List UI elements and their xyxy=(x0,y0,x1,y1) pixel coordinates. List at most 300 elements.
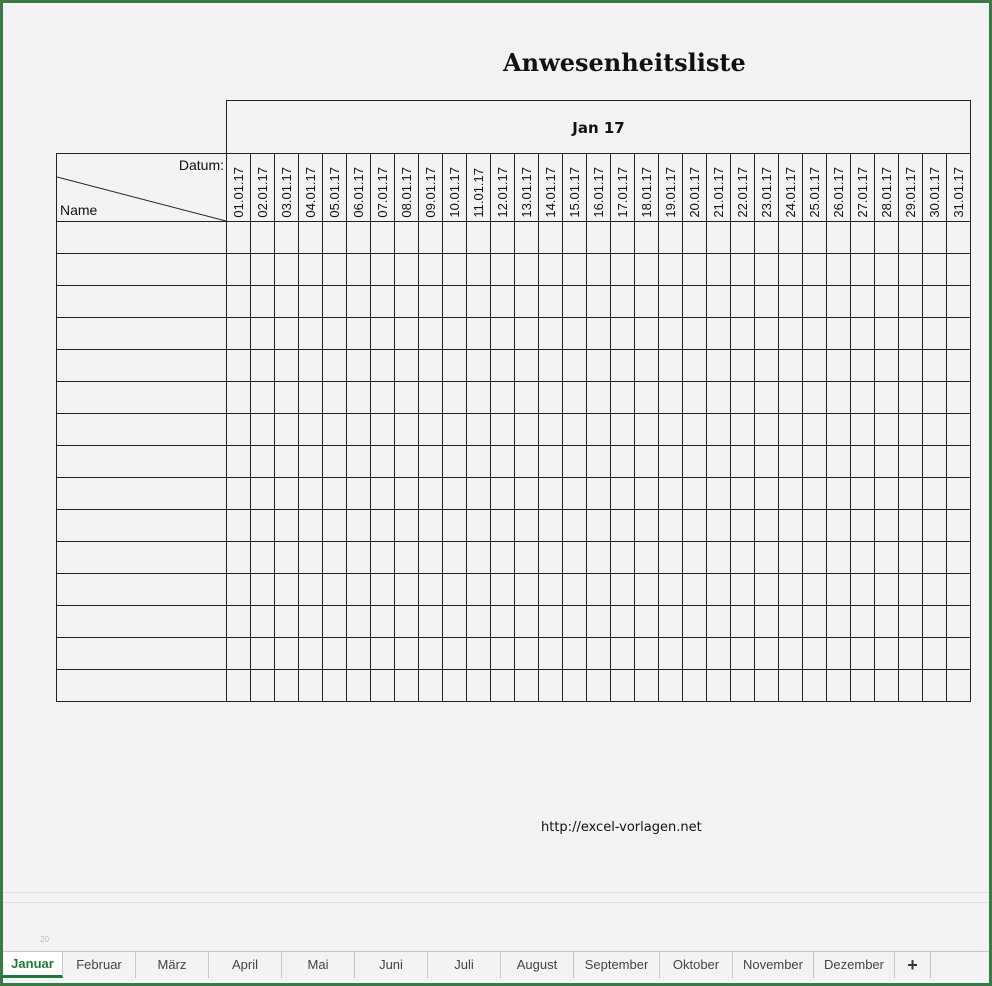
attendance-cell[interactable] xyxy=(299,382,323,414)
attendance-cell[interactable] xyxy=(755,574,779,606)
attendance-cell[interactable] xyxy=(947,350,971,382)
attendance-cell[interactable] xyxy=(395,606,419,638)
attendance-cell[interactable] xyxy=(275,414,299,446)
attendance-cell[interactable] xyxy=(683,222,707,254)
attendance-cell[interactable] xyxy=(371,606,395,638)
attendance-cell[interactable] xyxy=(683,574,707,606)
attendance-cell[interactable] xyxy=(275,286,299,318)
attendance-cell[interactable] xyxy=(443,638,467,670)
date-header-cell[interactable] xyxy=(875,154,899,222)
attendance-cell[interactable] xyxy=(635,606,659,638)
attendance-cell[interactable] xyxy=(755,350,779,382)
attendance-cell[interactable] xyxy=(563,318,587,350)
attendance-cell[interactable] xyxy=(635,286,659,318)
attendance-cell[interactable] xyxy=(395,670,419,702)
attendance-cell[interactable] xyxy=(923,254,947,286)
attendance-cell[interactable] xyxy=(779,286,803,318)
attendance-cell[interactable] xyxy=(899,286,923,318)
tab-juni[interactable]: Juni xyxy=(355,952,428,978)
attendance-cell[interactable] xyxy=(323,222,347,254)
attendance-cell[interactable] xyxy=(659,222,683,254)
attendance-cell[interactable] xyxy=(299,446,323,478)
attendance-cell[interactable] xyxy=(275,350,299,382)
attendance-cell[interactable] xyxy=(227,286,251,318)
attendance-cell[interactable] xyxy=(419,670,443,702)
attendance-cell[interactable] xyxy=(491,510,515,542)
name-cell[interactable] xyxy=(57,286,227,318)
attendance-cell[interactable] xyxy=(731,382,755,414)
attendance-cell[interactable] xyxy=(251,670,275,702)
attendance-cell[interactable] xyxy=(635,670,659,702)
attendance-cell[interactable] xyxy=(707,446,731,478)
name-cell[interactable] xyxy=(57,222,227,254)
attendance-cell[interactable] xyxy=(323,542,347,574)
attendance-cell[interactable] xyxy=(683,350,707,382)
attendance-cell[interactable] xyxy=(707,510,731,542)
attendance-cell[interactable] xyxy=(755,254,779,286)
attendance-cell[interactable] xyxy=(635,222,659,254)
attendance-cell[interactable] xyxy=(443,414,467,446)
attendance-cell[interactable] xyxy=(587,606,611,638)
attendance-cell[interactable] xyxy=(827,574,851,606)
attendance-cell[interactable] xyxy=(299,510,323,542)
date-header-cell[interactable] xyxy=(707,154,731,222)
attendance-cell[interactable] xyxy=(371,542,395,574)
month-header[interactable]: Jan 17 xyxy=(226,100,971,154)
attendance-cell[interactable] xyxy=(515,542,539,574)
attendance-cell[interactable] xyxy=(323,478,347,510)
attendance-cell[interactable] xyxy=(539,382,563,414)
attendance-cell[interactable] xyxy=(443,254,467,286)
tab-januar[interactable]: Januar xyxy=(3,952,63,978)
attendance-cell[interactable] xyxy=(587,350,611,382)
attendance-cell[interactable] xyxy=(275,254,299,286)
attendance-cell[interactable] xyxy=(515,670,539,702)
attendance-cell[interactable] xyxy=(827,510,851,542)
attendance-cell[interactable] xyxy=(611,414,635,446)
attendance-cell[interactable] xyxy=(227,670,251,702)
attendance-cell[interactable] xyxy=(563,510,587,542)
attendance-cell[interactable] xyxy=(491,638,515,670)
attendance-cell[interactable] xyxy=(611,638,635,670)
attendance-cell[interactable] xyxy=(707,222,731,254)
attendance-cell[interactable] xyxy=(755,286,779,318)
attendance-cell[interactable] xyxy=(827,542,851,574)
attendance-cell[interactable] xyxy=(683,286,707,318)
attendance-cell[interactable] xyxy=(227,318,251,350)
attendance-cell[interactable] xyxy=(875,606,899,638)
attendance-cell[interactable] xyxy=(947,286,971,318)
attendance-cell[interactable] xyxy=(827,446,851,478)
attendance-cell[interactable] xyxy=(899,638,923,670)
attendance-cell[interactable] xyxy=(827,382,851,414)
attendance-cell[interactable] xyxy=(875,542,899,574)
attendance-cell[interactable] xyxy=(227,350,251,382)
attendance-cell[interactable] xyxy=(611,286,635,318)
attendance-cell[interactable] xyxy=(779,638,803,670)
attendance-cell[interactable] xyxy=(755,222,779,254)
attendance-cell[interactable] xyxy=(491,382,515,414)
attendance-cell[interactable] xyxy=(467,542,491,574)
attendance-cell[interactable] xyxy=(587,286,611,318)
attendance-cell[interactable] xyxy=(683,446,707,478)
attendance-cell[interactable] xyxy=(251,286,275,318)
name-cell[interactable] xyxy=(57,382,227,414)
attendance-cell[interactable] xyxy=(683,318,707,350)
attendance-cell[interactable] xyxy=(323,382,347,414)
attendance-cell[interactable] xyxy=(251,254,275,286)
attendance-cell[interactable] xyxy=(443,318,467,350)
attendance-cell[interactable] xyxy=(899,318,923,350)
attendance-cell[interactable] xyxy=(659,446,683,478)
attendance-cell[interactable] xyxy=(467,510,491,542)
attendance-cell[interactable] xyxy=(443,606,467,638)
attendance-cell[interactable] xyxy=(827,222,851,254)
attendance-cell[interactable] xyxy=(299,318,323,350)
name-cell[interactable] xyxy=(57,350,227,382)
attendance-cell[interactable] xyxy=(611,542,635,574)
attendance-cell[interactable] xyxy=(587,254,611,286)
attendance-cell[interactable] xyxy=(947,478,971,510)
attendance-cell[interactable] xyxy=(515,318,539,350)
attendance-cell[interactable] xyxy=(803,254,827,286)
attendance-cell[interactable] xyxy=(923,222,947,254)
attendance-cell[interactable] xyxy=(539,318,563,350)
attendance-cell[interactable] xyxy=(539,222,563,254)
attendance-cell[interactable] xyxy=(251,638,275,670)
attendance-cell[interactable] xyxy=(755,510,779,542)
date-header-cell[interactable] xyxy=(755,154,779,222)
attendance-cell[interactable] xyxy=(371,478,395,510)
attendance-cell[interactable] xyxy=(923,510,947,542)
tab-august[interactable]: August xyxy=(501,952,574,978)
attendance-cell[interactable] xyxy=(587,446,611,478)
tab-m-rz[interactable]: März xyxy=(136,952,209,978)
attendance-cell[interactable] xyxy=(731,606,755,638)
date-header-cell[interactable] xyxy=(227,154,251,222)
attendance-cell[interactable] xyxy=(779,606,803,638)
attendance-cell[interactable] xyxy=(347,446,371,478)
attendance-cell[interactable] xyxy=(947,638,971,670)
attendance-cell[interactable] xyxy=(491,254,515,286)
attendance-cell[interactable] xyxy=(371,574,395,606)
attendance-cell[interactable] xyxy=(611,318,635,350)
attendance-cell[interactable] xyxy=(299,606,323,638)
attendance-cell[interactable] xyxy=(779,254,803,286)
attendance-cell[interactable] xyxy=(899,222,923,254)
attendance-cell[interactable] xyxy=(611,222,635,254)
attendance-cell[interactable] xyxy=(947,222,971,254)
date-header-cell[interactable] xyxy=(899,154,923,222)
date-header-cell[interactable] xyxy=(587,154,611,222)
attendance-cell[interactable] xyxy=(227,446,251,478)
attendance-cell[interactable] xyxy=(779,414,803,446)
attendance-cell[interactable] xyxy=(659,318,683,350)
attendance-cell[interactable] xyxy=(803,606,827,638)
attendance-cell[interactable] xyxy=(515,574,539,606)
attendance-cell[interactable] xyxy=(515,510,539,542)
attendance-cell[interactable] xyxy=(491,318,515,350)
attendance-cell[interactable] xyxy=(875,638,899,670)
attendance-cell[interactable] xyxy=(419,414,443,446)
attendance-cell[interactable] xyxy=(923,606,947,638)
attendance-cell[interactable] xyxy=(683,254,707,286)
attendance-cell[interactable] xyxy=(755,414,779,446)
attendance-cell[interactable] xyxy=(275,478,299,510)
attendance-cell[interactable] xyxy=(611,606,635,638)
attendance-cell[interactable] xyxy=(467,254,491,286)
attendance-cell[interactable] xyxy=(323,638,347,670)
attendance-cell[interactable] xyxy=(635,318,659,350)
attendance-cell[interactable] xyxy=(299,478,323,510)
date-header-cell[interactable] xyxy=(395,154,419,222)
attendance-cell[interactable] xyxy=(611,382,635,414)
attendance-cell[interactable] xyxy=(467,318,491,350)
date-header-cell[interactable] xyxy=(611,154,635,222)
attendance-cell[interactable] xyxy=(803,446,827,478)
attendance-cell[interactable] xyxy=(731,446,755,478)
date-header-cell[interactable] xyxy=(539,154,563,222)
attendance-cell[interactable] xyxy=(539,350,563,382)
attendance-cell[interactable] xyxy=(563,542,587,574)
attendance-cell[interactable] xyxy=(539,638,563,670)
attendance-cell[interactable] xyxy=(515,382,539,414)
date-header-cell[interactable] xyxy=(659,154,683,222)
date-header-cell[interactable] xyxy=(251,154,275,222)
attendance-cell[interactable] xyxy=(443,670,467,702)
attendance-cell[interactable] xyxy=(491,446,515,478)
date-header-cell[interactable] xyxy=(419,154,443,222)
attendance-cell[interactable] xyxy=(683,606,707,638)
date-header-cell[interactable] xyxy=(299,154,323,222)
attendance-cell[interactable] xyxy=(731,638,755,670)
attendance-cell[interactable] xyxy=(731,510,755,542)
attendance-cell[interactable] xyxy=(347,542,371,574)
attendance-cell[interactable] xyxy=(395,382,419,414)
attendance-cell[interactable] xyxy=(323,414,347,446)
attendance-cell[interactable] xyxy=(779,382,803,414)
name-cell[interactable] xyxy=(57,254,227,286)
attendance-cell[interactable] xyxy=(275,222,299,254)
attendance-cell[interactable] xyxy=(539,542,563,574)
attendance-cell[interactable] xyxy=(467,382,491,414)
attendance-cell[interactable] xyxy=(587,382,611,414)
attendance-cell[interactable] xyxy=(275,382,299,414)
date-header-cell[interactable] xyxy=(683,154,707,222)
attendance-cell[interactable] xyxy=(851,254,875,286)
attendance-cell[interactable] xyxy=(299,254,323,286)
attendance-cell[interactable] xyxy=(539,446,563,478)
attendance-cell[interactable] xyxy=(491,478,515,510)
attendance-cell[interactable] xyxy=(755,382,779,414)
attendance-cell[interactable] xyxy=(587,478,611,510)
attendance-cell[interactable] xyxy=(635,478,659,510)
attendance-cell[interactable] xyxy=(491,574,515,606)
attendance-cell[interactable] xyxy=(923,542,947,574)
attendance-cell[interactable] xyxy=(491,542,515,574)
attendance-cell[interactable] xyxy=(827,638,851,670)
attendance-cell[interactable] xyxy=(851,478,875,510)
attendance-cell[interactable] xyxy=(779,478,803,510)
attendance-cell[interactable] xyxy=(515,446,539,478)
attendance-cell[interactable] xyxy=(827,670,851,702)
attendance-cell[interactable] xyxy=(707,638,731,670)
attendance-cell[interactable] xyxy=(347,350,371,382)
attendance-cell[interactable] xyxy=(875,382,899,414)
attendance-cell[interactable] xyxy=(875,222,899,254)
attendance-cell[interactable] xyxy=(731,318,755,350)
attendance-cell[interactable] xyxy=(395,222,419,254)
attendance-cell[interactable] xyxy=(875,478,899,510)
attendance-cell[interactable] xyxy=(659,382,683,414)
attendance-cell[interactable] xyxy=(443,222,467,254)
attendance-cell[interactable] xyxy=(851,510,875,542)
attendance-cell[interactable] xyxy=(275,510,299,542)
attendance-cell[interactable] xyxy=(875,446,899,478)
add-sheet-button[interactable]: + xyxy=(895,952,931,978)
attendance-cell[interactable] xyxy=(659,414,683,446)
attendance-cell[interactable] xyxy=(755,638,779,670)
attendance-cell[interactable] xyxy=(275,542,299,574)
attendance-cell[interactable] xyxy=(659,574,683,606)
attendance-cell[interactable] xyxy=(515,350,539,382)
attendance-cell[interactable] xyxy=(419,606,443,638)
attendance-cell[interactable] xyxy=(539,414,563,446)
attendance-cell[interactable] xyxy=(419,446,443,478)
attendance-cell[interactable] xyxy=(467,286,491,318)
tab-februar[interactable]: Februar xyxy=(63,952,136,978)
attendance-cell[interactable] xyxy=(443,478,467,510)
attendance-cell[interactable] xyxy=(779,446,803,478)
attendance-cell[interactable] xyxy=(419,382,443,414)
attendance-cell[interactable] xyxy=(779,574,803,606)
attendance-cell[interactable] xyxy=(731,574,755,606)
attendance-cell[interactable] xyxy=(299,542,323,574)
attendance-cell[interactable] xyxy=(347,478,371,510)
attendance-cell[interactable] xyxy=(323,286,347,318)
attendance-cell[interactable] xyxy=(227,638,251,670)
footer-url[interactable]: http://excel-vorlagen.net xyxy=(541,820,702,835)
date-header-cell[interactable] xyxy=(491,154,515,222)
name-cell[interactable] xyxy=(57,542,227,574)
attendance-cell[interactable] xyxy=(611,254,635,286)
attendance-cell[interactable] xyxy=(779,222,803,254)
date-header-cell[interactable] xyxy=(275,154,299,222)
attendance-cell[interactable] xyxy=(323,446,347,478)
attendance-cell[interactable] xyxy=(947,382,971,414)
attendance-cell[interactable] xyxy=(227,510,251,542)
attendance-cell[interactable] xyxy=(683,638,707,670)
attendance-cell[interactable] xyxy=(875,286,899,318)
attendance-cell[interactable] xyxy=(563,638,587,670)
attendance-cell[interactable] xyxy=(851,638,875,670)
attendance-cell[interactable] xyxy=(587,542,611,574)
attendance-cell[interactable] xyxy=(611,510,635,542)
attendance-cell[interactable] xyxy=(347,574,371,606)
attendance-cell[interactable] xyxy=(371,254,395,286)
attendance-cell[interactable] xyxy=(467,606,491,638)
date-header-cell[interactable] xyxy=(851,154,875,222)
attendance-cell[interactable] xyxy=(515,222,539,254)
attendance-cell[interactable] xyxy=(539,574,563,606)
attendance-cell[interactable] xyxy=(779,350,803,382)
attendance-cell[interactable] xyxy=(947,510,971,542)
attendance-cell[interactable] xyxy=(755,446,779,478)
attendance-cell[interactable] xyxy=(707,414,731,446)
attendance-cell[interactable] xyxy=(947,446,971,478)
attendance-cell[interactable] xyxy=(275,670,299,702)
attendance-cell[interactable] xyxy=(659,350,683,382)
attendance-cell[interactable] xyxy=(779,542,803,574)
attendance-cell[interactable] xyxy=(395,446,419,478)
attendance-cell[interactable] xyxy=(779,318,803,350)
attendance-cell[interactable] xyxy=(803,286,827,318)
attendance-cell[interactable] xyxy=(587,574,611,606)
attendance-cell[interactable] xyxy=(227,542,251,574)
attendance-cell[interactable] xyxy=(947,414,971,446)
attendance-cell[interactable] xyxy=(251,606,275,638)
name-cell[interactable] xyxy=(57,670,227,702)
attendance-cell[interactable] xyxy=(563,382,587,414)
attendance-cell[interactable] xyxy=(875,510,899,542)
attendance-cell[interactable] xyxy=(395,350,419,382)
attendance-cell[interactable] xyxy=(467,350,491,382)
tab-mai[interactable]: Mai xyxy=(282,952,355,978)
attendance-cell[interactable] xyxy=(419,286,443,318)
date-header-cell[interactable] xyxy=(635,154,659,222)
attendance-cell[interactable] xyxy=(731,478,755,510)
attendance-cell[interactable] xyxy=(899,382,923,414)
attendance-cell[interactable] xyxy=(419,222,443,254)
attendance-cell[interactable] xyxy=(851,318,875,350)
attendance-cell[interactable] xyxy=(659,510,683,542)
date-header-cell[interactable] xyxy=(467,154,491,222)
attendance-cell[interactable] xyxy=(851,222,875,254)
attendance-cell[interactable] xyxy=(371,670,395,702)
attendance-cell[interactable] xyxy=(347,638,371,670)
attendance-cell[interactable] xyxy=(251,542,275,574)
attendance-cell[interactable] xyxy=(563,350,587,382)
attendance-cell[interactable] xyxy=(947,318,971,350)
attendance-cell[interactable] xyxy=(803,478,827,510)
attendance-cell[interactable] xyxy=(371,510,395,542)
attendance-cell[interactable] xyxy=(419,350,443,382)
tab-november[interactable]: November xyxy=(733,952,814,978)
attendance-cell[interactable] xyxy=(683,542,707,574)
date-header-cell[interactable] xyxy=(563,154,587,222)
attendance-cell[interactable] xyxy=(731,670,755,702)
attendance-cell[interactable] xyxy=(563,222,587,254)
attendance-cell[interactable] xyxy=(275,318,299,350)
attendance-cell[interactable] xyxy=(899,414,923,446)
attendance-cell[interactable] xyxy=(635,638,659,670)
attendance-cell[interactable] xyxy=(323,350,347,382)
attendance-cell[interactable] xyxy=(923,350,947,382)
attendance-cell[interactable] xyxy=(539,510,563,542)
attendance-cell[interactable] xyxy=(371,286,395,318)
attendance-cell[interactable] xyxy=(275,574,299,606)
attendance-cell[interactable] xyxy=(611,350,635,382)
attendance-cell[interactable] xyxy=(251,382,275,414)
name-cell[interactable] xyxy=(57,318,227,350)
attendance-cell[interactable] xyxy=(587,638,611,670)
attendance-cell[interactable] xyxy=(347,254,371,286)
attendance-cell[interactable] xyxy=(371,638,395,670)
attendance-cell[interactable] xyxy=(659,478,683,510)
attendance-cell[interactable] xyxy=(731,542,755,574)
name-cell[interactable] xyxy=(57,638,227,670)
attendance-cell[interactable] xyxy=(755,542,779,574)
